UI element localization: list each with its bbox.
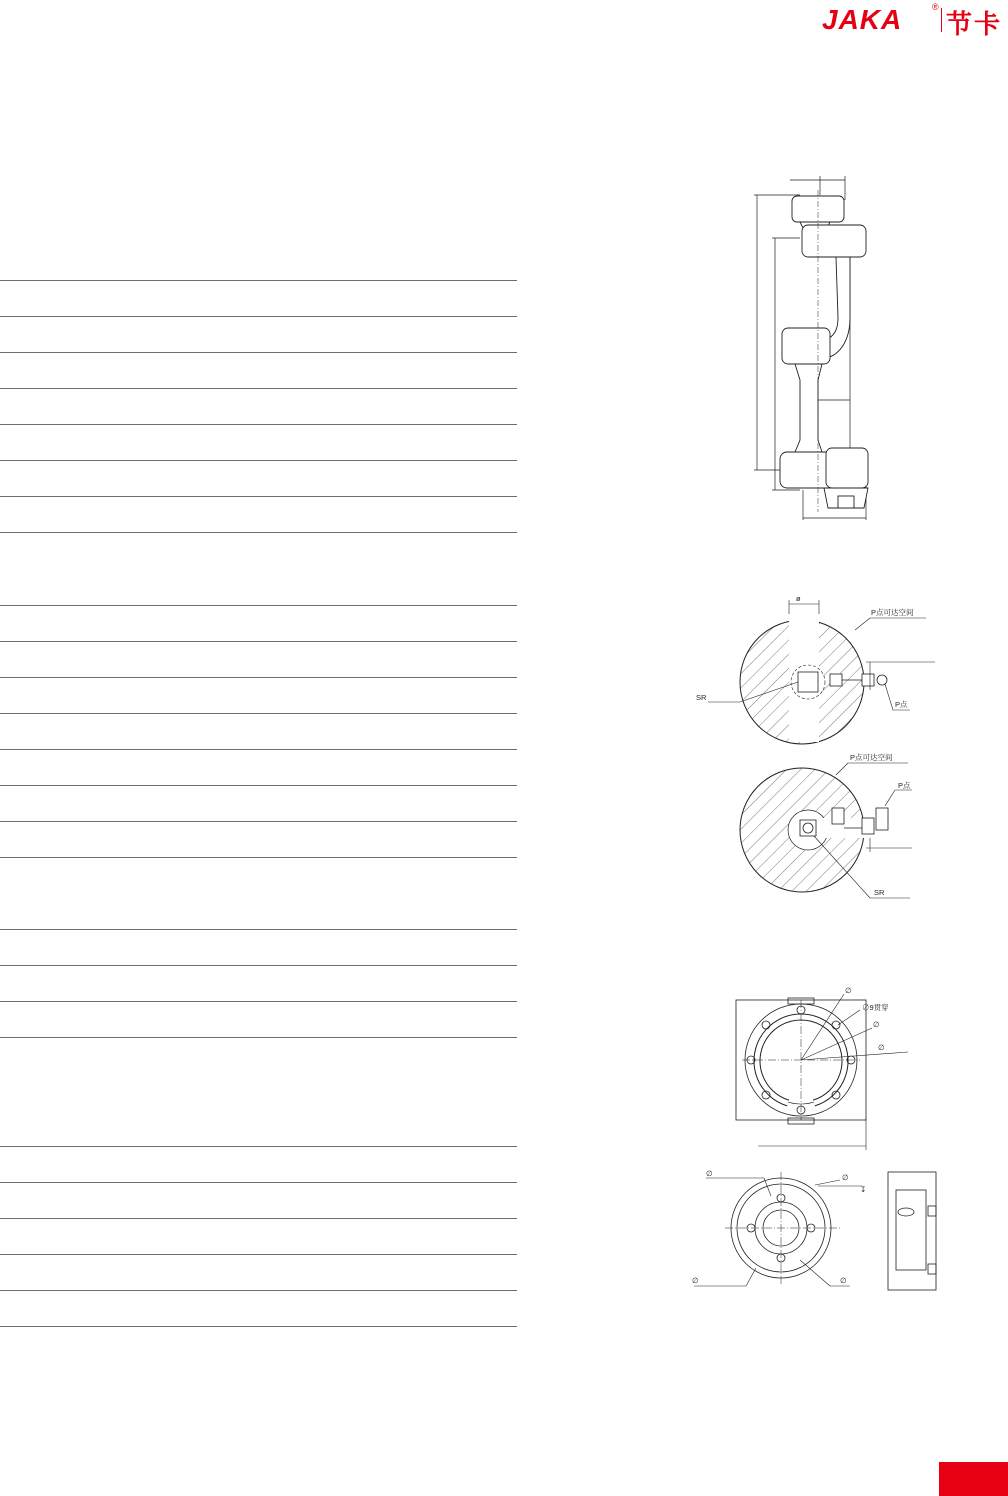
table-rule — [0, 821, 517, 822]
table-rule — [0, 965, 517, 966]
base-dia-3-label: ∅ — [878, 1043, 885, 1052]
table-rule — [0, 1290, 517, 1291]
workspace-side-view-drawing — [730, 750, 920, 910]
table-rule — [0, 605, 517, 606]
flange-dia-bl-label: ∅ — [692, 1276, 699, 1285]
tool-flange-drawing — [688, 1160, 943, 1295]
workspace-top-reach-label: P点可达空间 — [871, 608, 914, 617]
logo-divider — [941, 8, 942, 32]
logo-brand-latin: JAKA — [822, 4, 903, 35]
workspace-top-view-drawing — [690, 585, 935, 750]
table-rule — [0, 388, 517, 389]
logo-registered-mark: ® — [932, 2, 939, 12]
table-rule — [0, 677, 517, 678]
workspace-top-diameter-label: ø — [796, 594, 801, 603]
table-rule — [0, 496, 517, 497]
table-rule — [0, 460, 517, 461]
logo-brand-cn: 节卡 — [946, 10, 1003, 40]
base-mounting-drawing — [730, 975, 915, 1150]
table-rule — [0, 1182, 517, 1183]
base-dia-2-label: ∅ — [873, 1020, 880, 1029]
table-rule — [0, 749, 517, 750]
table-rule — [0, 1218, 517, 1219]
robot-arm-dimension-drawing — [740, 170, 880, 525]
flange-dia-tr-label: ∅ — [842, 1173, 849, 1182]
page-number-tab — [939, 1462, 1008, 1496]
jaka-logo — [820, 0, 1002, 40]
table-rule — [0, 1254, 517, 1255]
table-rule — [0, 929, 517, 930]
table-rule — [0, 316, 517, 317]
base-through-hole-label: ∅9贯穿 — [862, 1003, 889, 1012]
table-rule — [0, 1037, 517, 1038]
table-rule — [0, 1326, 517, 1327]
base-dia-1-label: ∅ — [845, 986, 852, 995]
table-rule — [0, 424, 517, 425]
table-rule — [0, 1001, 517, 1002]
table-rule — [0, 785, 517, 786]
flange-dia-tl-label: ∅ — [706, 1169, 713, 1178]
table-rule — [0, 641, 517, 642]
flange-dia-br-label: ∅ — [840, 1276, 847, 1285]
table-rule — [0, 352, 517, 353]
table-rule — [0, 857, 517, 858]
table-rule — [0, 532, 517, 533]
workspace-top-sr-label: SR — [696, 693, 707, 702]
table-rule — [0, 713, 517, 714]
workspace-side-reach-label: P点可达空间 — [850, 753, 893, 762]
workspace-side-p-label: P点 — [898, 781, 911, 790]
workspace-top-p-label: P点 — [895, 700, 908, 709]
table-rule — [0, 1146, 517, 1147]
workspace-side-sr-label: SR — [874, 888, 885, 897]
flange-depth-symbol: ↧ — [860, 1185, 867, 1194]
table-rule — [0, 280, 517, 281]
